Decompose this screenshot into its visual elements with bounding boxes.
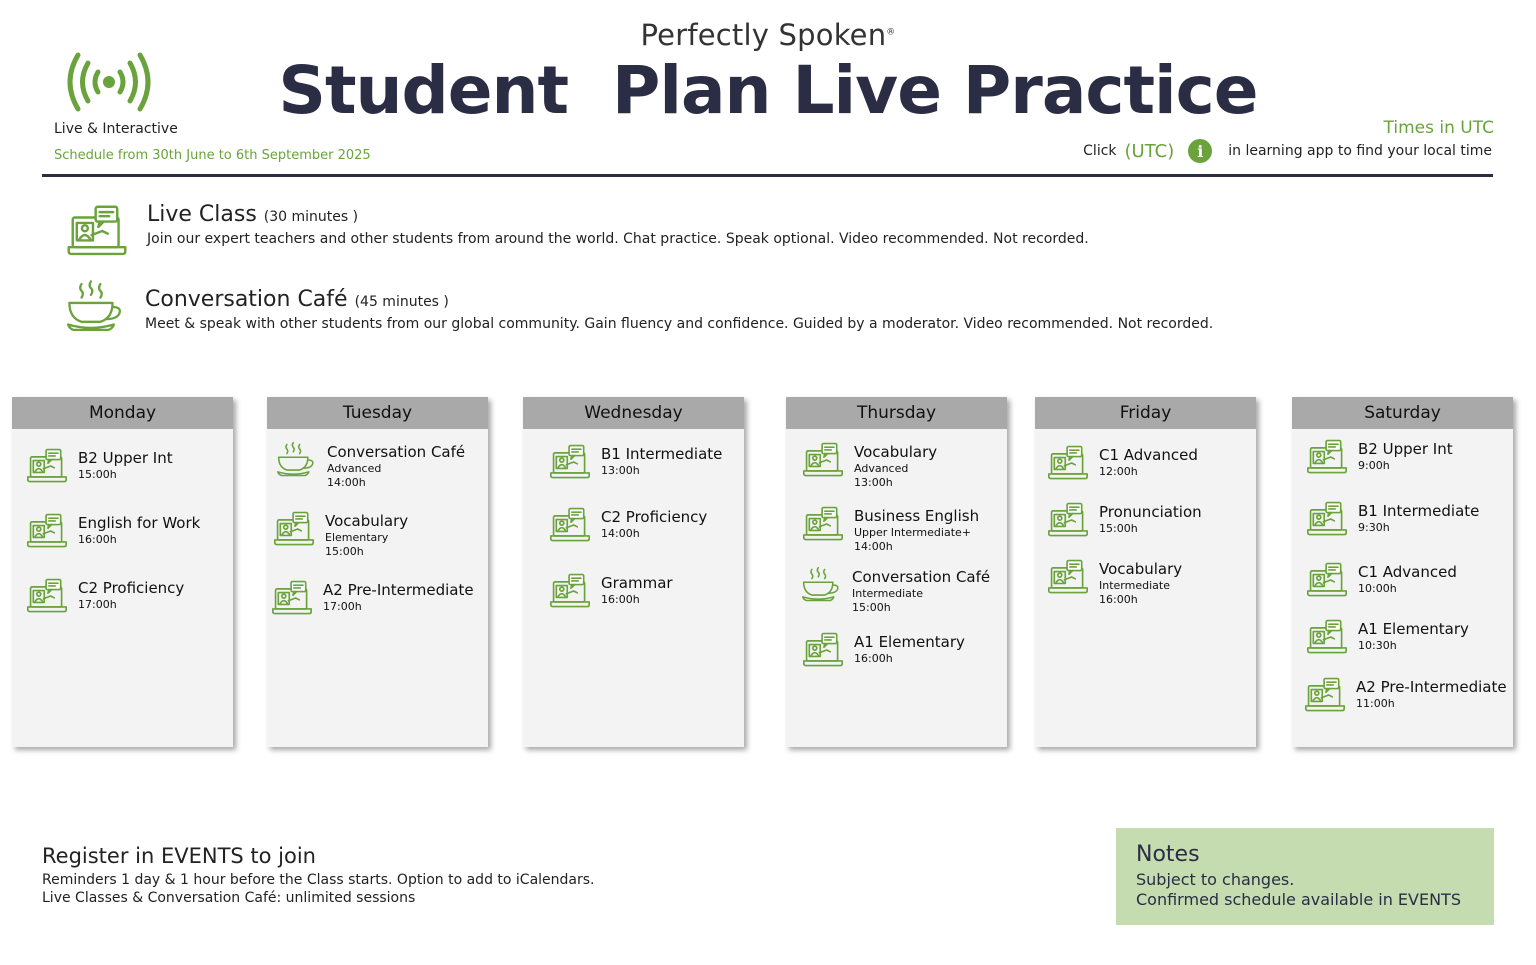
laptop-chat-icon — [802, 631, 844, 669]
session-time: 16:00h — [601, 593, 640, 606]
session-item[interactable] — [275, 441, 465, 489]
times-utc-note: Times in UTC — [1383, 118, 1494, 138]
session-time: 14:00h — [601, 527, 640, 540]
session-name: Business English — [854, 507, 980, 525]
session-time: 13:00h — [854, 476, 893, 489]
laptop-chat-icon — [1306, 618, 1348, 656]
session-name: A1 Elementary — [854, 633, 965, 651]
legend-live-class-title — [147, 202, 1089, 227]
day-column-tuesday — [267, 397, 488, 747]
notes-box — [1116, 828, 1494, 925]
legend-live-class — [147, 202, 1089, 247]
session-item[interactable] — [800, 566, 990, 614]
session-level: Advanced — [327, 462, 382, 475]
session-name: B1 Intermediate — [601, 445, 723, 463]
session-item[interactable] — [802, 631, 965, 669]
session-level: Advanced — [854, 462, 909, 475]
day-header: Saturday — [1292, 397, 1513, 429]
session-item[interactable] — [26, 577, 184, 615]
day-header: Friday — [1035, 397, 1256, 429]
session-name: Vocabulary — [325, 512, 409, 530]
session-time: 10:30h — [1358, 639, 1397, 652]
session-item[interactable] — [1306, 500, 1479, 538]
day-header: Monday — [12, 397, 233, 429]
laptop-chat-icon — [26, 577, 68, 615]
session-item[interactable] — [1306, 561, 1457, 599]
day-column-thursday — [786, 397, 1007, 747]
day-header: Tuesday — [267, 397, 488, 429]
brand-name: Perfectly Spoken — [640, 18, 887, 52]
session-item[interactable] — [802, 505, 979, 553]
session-item[interactable] — [26, 512, 200, 550]
session-item[interactable] — [271, 579, 474, 617]
session-item[interactable] — [1304, 676, 1507, 714]
session-name: B1 Intermediate — [1358, 502, 1480, 520]
laptop-chat-icon — [549, 443, 591, 481]
laptop-chat-icon — [1304, 676, 1346, 714]
session-item[interactable] — [802, 441, 937, 489]
day-column-monday — [12, 397, 233, 747]
laptop-chat-icon — [549, 572, 591, 610]
day-header: Wednesday — [523, 397, 744, 429]
local-time-hint — [1083, 138, 1492, 164]
session-name: Vocabulary — [1099, 560, 1183, 578]
coffee-cup-icon — [800, 566, 842, 604]
session-name: C2 Proficiency — [78, 579, 185, 597]
session-time: 9:00h — [1358, 459, 1390, 472]
session-item[interactable] — [549, 572, 673, 610]
day-column-wednesday — [523, 397, 744, 747]
laptop-chat-icon — [273, 510, 315, 548]
session-time: 10:00h — [1358, 582, 1397, 595]
notes-line: Subject to changes. — [1136, 870, 1295, 889]
laptop-chat-icon — [66, 204, 128, 262]
laptop-chat-icon — [549, 506, 591, 544]
legend-cafe-title — [145, 287, 1213, 312]
laptop-chat-icon — [271, 579, 313, 617]
session-name: B2 Upper Int — [1358, 440, 1453, 458]
laptop-chat-icon — [1306, 438, 1348, 476]
coffee-cup-icon — [64, 280, 126, 338]
session-time: 11:00h — [1356, 697, 1395, 710]
laptop-chat-icon — [1306, 561, 1348, 599]
session-item[interactable] — [549, 443, 722, 481]
session-name: A2 Pre-Intermediate — [323, 581, 474, 599]
session-time: 15:00h — [852, 601, 891, 614]
header-divider — [42, 174, 1493, 177]
session-item[interactable] — [26, 447, 173, 485]
session-item[interactable] — [1047, 558, 1182, 606]
brand-logo — [0, 18, 1536, 52]
session-time: 12:00h — [1099, 465, 1138, 478]
session-level: Intermediate — [852, 587, 923, 600]
laptop-chat-icon — [802, 441, 844, 479]
session-name: Vocabulary — [854, 443, 938, 461]
register-sessions-text: Live Classes & Conversation Café: unlimited sessions — [42, 890, 416, 906]
legend-cafe — [145, 287, 1213, 332]
session-item[interactable] — [1306, 618, 1469, 656]
hint-click-text: Click — [1083, 143, 1117, 159]
session-time: 16:00h — [78, 533, 117, 546]
notes-title: Notes — [1136, 842, 1200, 867]
session-time: 15:00h — [325, 545, 364, 558]
laptop-chat-icon — [802, 505, 844, 543]
session-item[interactable] — [273, 510, 408, 558]
session-time: 17:00h — [78, 598, 117, 611]
session-item[interactable] — [1047, 501, 1202, 539]
session-name: C1 Advanced — [1358, 563, 1457, 581]
session-name: A2 Pre-Intermediate — [1356, 678, 1507, 696]
laptop-chat-icon — [1047, 558, 1089, 596]
session-name: Conversation Café — [327, 443, 466, 461]
brand-registered-mark: ® — [886, 27, 896, 38]
session-name: C2 Proficiency — [601, 508, 708, 526]
page-title: Student Plan Live Practice — [278, 52, 1258, 129]
day-column-saturday — [1292, 397, 1513, 747]
utc-tag: (UTC) — [1124, 140, 1175, 162]
session-time: 9:30h — [1358, 521, 1390, 534]
laptop-chat-icon — [1047, 501, 1089, 539]
session-name: Grammar — [601, 574, 673, 592]
session-time: 15:00h — [1099, 522, 1138, 535]
session-time: 16:00h — [854, 652, 893, 665]
session-name: A1 Elementary — [1358, 620, 1469, 638]
day-column-friday — [1035, 397, 1256, 747]
laptop-chat-icon — [1047, 444, 1089, 482]
coffee-cup-icon — [275, 441, 317, 479]
info-icon: i — [1188, 139, 1212, 163]
day-header: Thursday — [786, 397, 1007, 429]
session-level: Upper Intermediate+ — [854, 526, 971, 539]
register-title: Register in EVENTS to join — [42, 844, 316, 868]
hint-rest-text: in learning app to find your local time — [1228, 143, 1492, 159]
session-level: Elementary — [325, 531, 389, 544]
notes-line: Confirmed schedule available in EVENTS — [1136, 890, 1461, 909]
live-class-duration: (30 minutes ) — [263, 209, 359, 225]
session-item[interactable] — [549, 506, 707, 544]
session-time: 16:00h — [1099, 593, 1138, 606]
cafe-duration: (45 minutes ) — [354, 294, 449, 310]
session-item[interactable] — [1306, 438, 1453, 476]
laptop-chat-icon — [1306, 500, 1348, 538]
session-time: 14:00h — [327, 476, 366, 489]
session-name: English for Work — [78, 514, 201, 532]
session-time: 15:00h — [78, 468, 117, 481]
register-reminder-text: Reminders 1 day & 1 hour before the Class starts. Option to add to iCalendars. — [42, 872, 595, 888]
cafe-description: Meet & speak with other students from our global community. Gain fluency and confidence. Guided by a moderator. Video recommended. Not recorded. — [145, 316, 1214, 332]
live-class-title-text: Live Class — [147, 202, 257, 227]
live-class-description: Join our expert teachers and other students from around the world. Chat practice. Speak optional. Video recommended. Not recorded. — [147, 231, 1089, 247]
session-name: Pronunciation — [1099, 503, 1202, 521]
session-name: C1 Advanced — [1099, 446, 1198, 464]
laptop-chat-icon — [26, 447, 68, 485]
laptop-chat-icon — [26, 512, 68, 550]
session-item[interactable] — [1047, 444, 1198, 482]
session-name: Conversation Café — [852, 568, 991, 586]
cafe-title-text: Conversation Café — [145, 287, 348, 312]
live-interactive-label: Live & Interactive — [54, 121, 178, 137]
session-time: 17:00h — [323, 600, 362, 613]
session-level: Intermediate — [1099, 579, 1170, 592]
session-name: B2 Upper Int — [78, 449, 173, 467]
session-time: 13:00h — [601, 464, 640, 477]
session-time: 14:00h — [854, 540, 893, 553]
schedule-range: Schedule from 30th June to 6th September 2025 — [54, 148, 371, 163]
